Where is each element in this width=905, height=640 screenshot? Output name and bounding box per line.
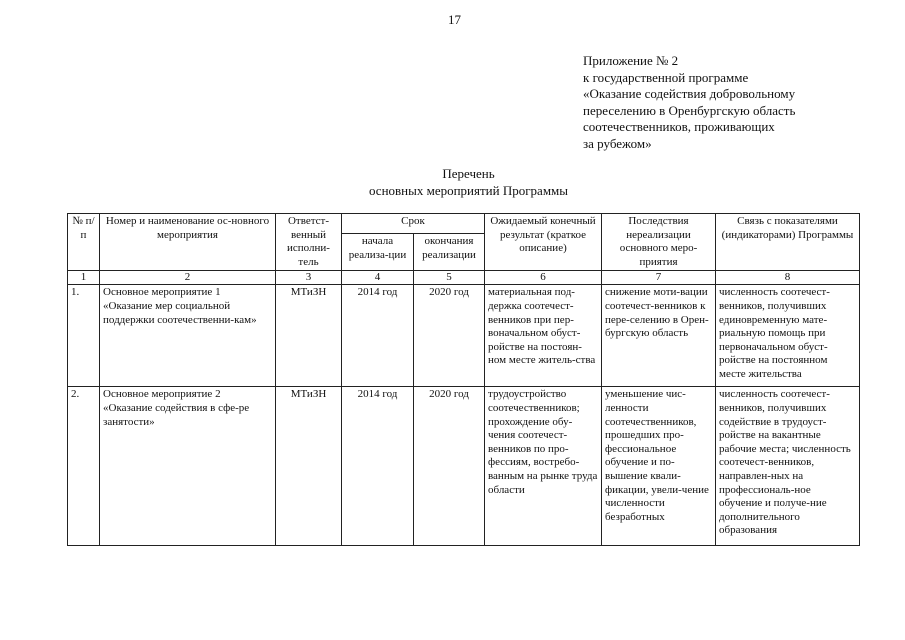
column-number: 1 (68, 271, 100, 285)
cell-end: 2020 год (414, 387, 485, 546)
header-link: Связь с показателями (индикаторами) Программы (716, 214, 860, 271)
cell-start: 2014 год (342, 285, 414, 387)
cell-name: Основное мероприятие 2 «Оказание содействия в сфе-ре занятости» (100, 387, 276, 546)
header-row (68, 214, 860, 234)
header-term: Срок (342, 214, 485, 234)
cell-num: 2. (68, 387, 100, 546)
cell-end: 2020 год (414, 285, 485, 387)
table-row (68, 387, 860, 546)
annex-line: к государственной программе (583, 69, 749, 85)
cell-result: трудоустройство соотечественников; прохождение обу-чения соотечест-венников по про-фессиям, востребо-ванным на рынке труда области (485, 387, 602, 546)
annex-line: переселению в Оренбургскую область (583, 102, 796, 118)
header-end: окончания реализации (414, 234, 485, 271)
header-name: Номер и наименование ос-новного мероприятия (100, 214, 276, 271)
document-title (0, 166, 905, 199)
column-number: 8 (716, 271, 860, 285)
annex-line: соотечественников, проживающих (583, 119, 775, 134)
title-line-1: Перечень (442, 166, 495, 181)
annex-block (583, 53, 795, 152)
cell-result: материальная под-держка соотечест-венников при пер-воначальном обуст-ройстве на постоян-ном месте житель-ства (485, 285, 602, 387)
column-number: 2 (100, 271, 276, 285)
column-number: 7 (602, 271, 716, 285)
column-number-row (68, 271, 860, 285)
annex-line: «Оказание содействия добровольному (583, 86, 796, 101)
cell-link: численность соотечест-венников, получивших единовременную мате-риальную помощь при первоначальном обуст-ройстве на постоянном месте жительства (716, 285, 860, 387)
cell-consequences: уменьшение чис-ленности соотечественников, прошедших про-фессиональное обучение и по-вышение квали-фикации, увели-чение численности безработных (602, 387, 716, 546)
page-number: 17 (448, 12, 461, 27)
header-consequences: Последствия нереализации основного меро-приятия (602, 214, 716, 271)
cell-consequences: снижение моти-вации соотечест-венников к пере-селению в Орен-бургскую область (602, 285, 716, 387)
column-number: 6 (485, 271, 602, 285)
header-executor: Ответст-венный исполни-тель (276, 214, 342, 271)
cell-start: 2014 год (342, 387, 414, 546)
annex-line: за рубежом» (583, 135, 652, 151)
header-num: № п/п (68, 214, 100, 271)
cell-executor: МТиЗН (276, 387, 342, 546)
title-line-2: основных мероприятий Программы (368, 182, 569, 198)
header-result: Ожидаемый конечный результат (краткое описание) (485, 214, 602, 271)
column-number: 5 (414, 271, 485, 285)
cell-name: Основное мероприятие 1 «Оказание мер социальной поддержки соотечественни-кам» (100, 285, 276, 387)
annex-line: Приложение № 2 (583, 53, 679, 68)
cell-num: 1. (68, 285, 100, 387)
cell-executor: МТиЗН (276, 285, 342, 387)
column-number: 3 (276, 271, 342, 285)
cell-link: численность соотечест-венников, получивших содействие в трудоуст-ройстве на вакантные рабочие места; численность соотечест-венников, направлен-ных на профессиональ-ное обучение и получе-ние дополнительного образования (716, 387, 860, 546)
measures-table (67, 213, 860, 546)
table-row (68, 285, 860, 387)
column-number: 4 (342, 271, 414, 285)
header-start: начала реализа-ции (342, 234, 414, 271)
